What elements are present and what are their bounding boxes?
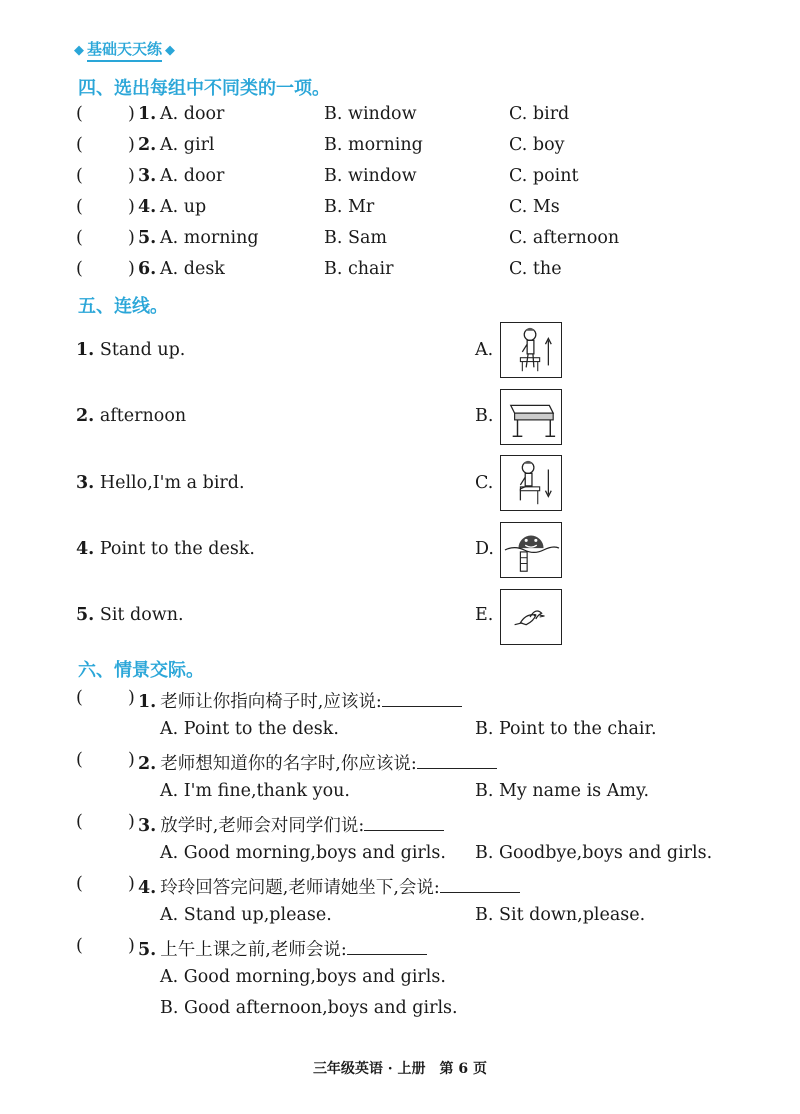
- answer-paren-open[interactable]: (: [76, 874, 83, 894]
- answer-paren-open[interactable]: (: [76, 228, 83, 248]
- option-a: A. Stand up,please.: [160, 905, 332, 925]
- option-a: A. Good morning,boys and girls.: [160, 967, 446, 987]
- option-b: B. Good afternoon,boys and girls.: [160, 998, 458, 1018]
- question-number: 3.: [138, 166, 157, 186]
- child-standing-up-icon[interactable]: [500, 322, 562, 378]
- option-a: A. door: [160, 166, 225, 186]
- answer-paren-close: ): [128, 228, 135, 248]
- option-b: B. chair: [324, 259, 394, 279]
- match-number: 2.: [76, 406, 95, 426]
- option-c: C. bird: [509, 104, 570, 124]
- option-b: B. Mr: [324, 197, 375, 217]
- diamond-icon: ◆: [165, 42, 176, 58]
- answer-paren-open[interactable]: (: [76, 135, 83, 155]
- diamond-icon: ◆: [74, 42, 84, 58]
- option-b: B. window: [324, 166, 417, 186]
- option-a: A. Point to the desk.: [160, 719, 339, 739]
- answer-blank[interactable]: [382, 690, 462, 707]
- answer-paren-open[interactable]: (: [76, 104, 83, 124]
- question-line: [138, 688, 462, 713]
- question-number: 4.: [138, 878, 157, 898]
- answer-blank[interactable]: [440, 876, 520, 893]
- answer-paren-close: ): [128, 812, 135, 832]
- question-text: 玲玲回答完问题,老师请她坐下,会说:: [160, 878, 440, 898]
- picture-letter: D.: [475, 539, 494, 559]
- option-a: A. Good morning,boys and girls.: [160, 843, 446, 863]
- match-number: 3.: [76, 473, 95, 493]
- option-b: B. Point to the chair.: [475, 719, 657, 739]
- page-footer: 三年级英语 · 上册 第 6 页: [312, 1061, 488, 1077]
- picture-letter: A.: [475, 340, 494, 360]
- answer-paren-close: ): [128, 197, 135, 217]
- match-phrase: [76, 406, 186, 426]
- answer-paren-open[interactable]: (: [76, 688, 83, 708]
- question-number: 2.: [138, 754, 157, 774]
- question-number: 4.: [138, 197, 157, 217]
- question-number: 1.: [138, 104, 157, 124]
- picture-letter: B.: [475, 406, 494, 426]
- match-number: 4.: [76, 539, 95, 559]
- question-line: [138, 750, 497, 775]
- option-b: B. Sam: [324, 228, 388, 248]
- answer-paren-close: ): [128, 259, 135, 279]
- option-c: C. boy: [509, 135, 565, 155]
- answer-paren-open[interactable]: (: [76, 197, 83, 217]
- question-text: 老师想知道你的名字时,你应该说:: [160, 754, 417, 774]
- bird-icon[interactable]: [500, 589, 562, 645]
- option-a: A. girl: [160, 135, 215, 155]
- option-c: C. afternoon: [509, 228, 620, 248]
- section-5-title: 五、连线。: [78, 296, 168, 317]
- answer-paren-close: ): [128, 104, 135, 124]
- sunset-icon[interactable]: [500, 522, 562, 578]
- option-b: B. Goodbye,boys and girls.: [475, 843, 713, 863]
- match-phrase-text: Sit down.: [94, 605, 184, 625]
- desk-icon[interactable]: [500, 389, 562, 445]
- answer-paren-open[interactable]: (: [76, 936, 83, 956]
- picture-letter: C.: [475, 473, 494, 493]
- question-number: 2.: [138, 135, 157, 155]
- question-number: 1.: [138, 692, 157, 712]
- answer-paren-open[interactable]: (: [76, 750, 83, 770]
- option-b: B. Sit down,please.: [475, 905, 646, 925]
- question-number: 5.: [138, 228, 157, 248]
- answer-paren-open[interactable]: (: [76, 259, 83, 279]
- option-c: C. the: [509, 259, 562, 279]
- match-number: 5.: [76, 605, 95, 625]
- answer-paren-close: ): [128, 874, 135, 894]
- section-4-title: 四、选出每组中不同类的一项。: [78, 78, 330, 99]
- answer-blank[interactable]: [347, 938, 427, 955]
- section-tag: [74, 38, 175, 62]
- match-phrase-text: Stand up.: [94, 340, 186, 360]
- option-a: A. desk: [160, 259, 225, 279]
- question-text: 放学时,老师会对同学们说:: [160, 816, 365, 836]
- section-tag-label: 基础天天练: [87, 38, 162, 62]
- match-phrase-text: Point to the desk.: [94, 539, 255, 559]
- answer-paren-close: ): [128, 936, 135, 956]
- answer-paren-close: ): [128, 688, 135, 708]
- picture-letter: E.: [475, 605, 494, 625]
- match-phrase: [76, 473, 245, 493]
- match-phrase-text: afternoon: [94, 406, 187, 426]
- option-a: A. I'm fine,thank you.: [160, 781, 350, 801]
- question-number: 3.: [138, 816, 157, 836]
- option-c: C. Ms: [509, 197, 560, 217]
- section-6-title: 六、情景交际。: [78, 660, 204, 681]
- answer-paren-close: ): [128, 135, 135, 155]
- match-phrase: [76, 340, 185, 360]
- option-b: B. window: [324, 104, 417, 124]
- option-b: B. morning: [324, 135, 423, 155]
- answer-blank[interactable]: [417, 752, 497, 769]
- option-b: B. My name is Amy.: [475, 781, 650, 801]
- child-sitting-down-icon[interactable]: [500, 455, 562, 511]
- answer-paren-open[interactable]: (: [76, 166, 83, 186]
- answer-blank[interactable]: [364, 814, 444, 831]
- answer-paren-close: ): [128, 750, 135, 770]
- option-c: C. point: [509, 166, 579, 186]
- match-phrase: [76, 605, 184, 625]
- match-number: 1.: [76, 340, 95, 360]
- option-a: A. up: [160, 197, 207, 217]
- question-line: [138, 812, 444, 837]
- question-number: 6.: [138, 259, 157, 279]
- question-line: [138, 874, 520, 899]
- option-a: A. morning: [160, 228, 259, 248]
- question-number: 5.: [138, 940, 157, 960]
- answer-paren-open[interactable]: (: [76, 812, 83, 832]
- answer-paren-close: ): [128, 166, 135, 186]
- match-phrase-text: Hello,I'm a bird.: [94, 473, 245, 493]
- question-text: 老师让你指向椅子时,应该说:: [160, 692, 382, 712]
- question-text: 上午上课之前,老师会说:: [160, 940, 347, 960]
- match-phrase: [76, 539, 255, 559]
- option-a: A. door: [160, 104, 225, 124]
- question-line: [138, 936, 427, 961]
